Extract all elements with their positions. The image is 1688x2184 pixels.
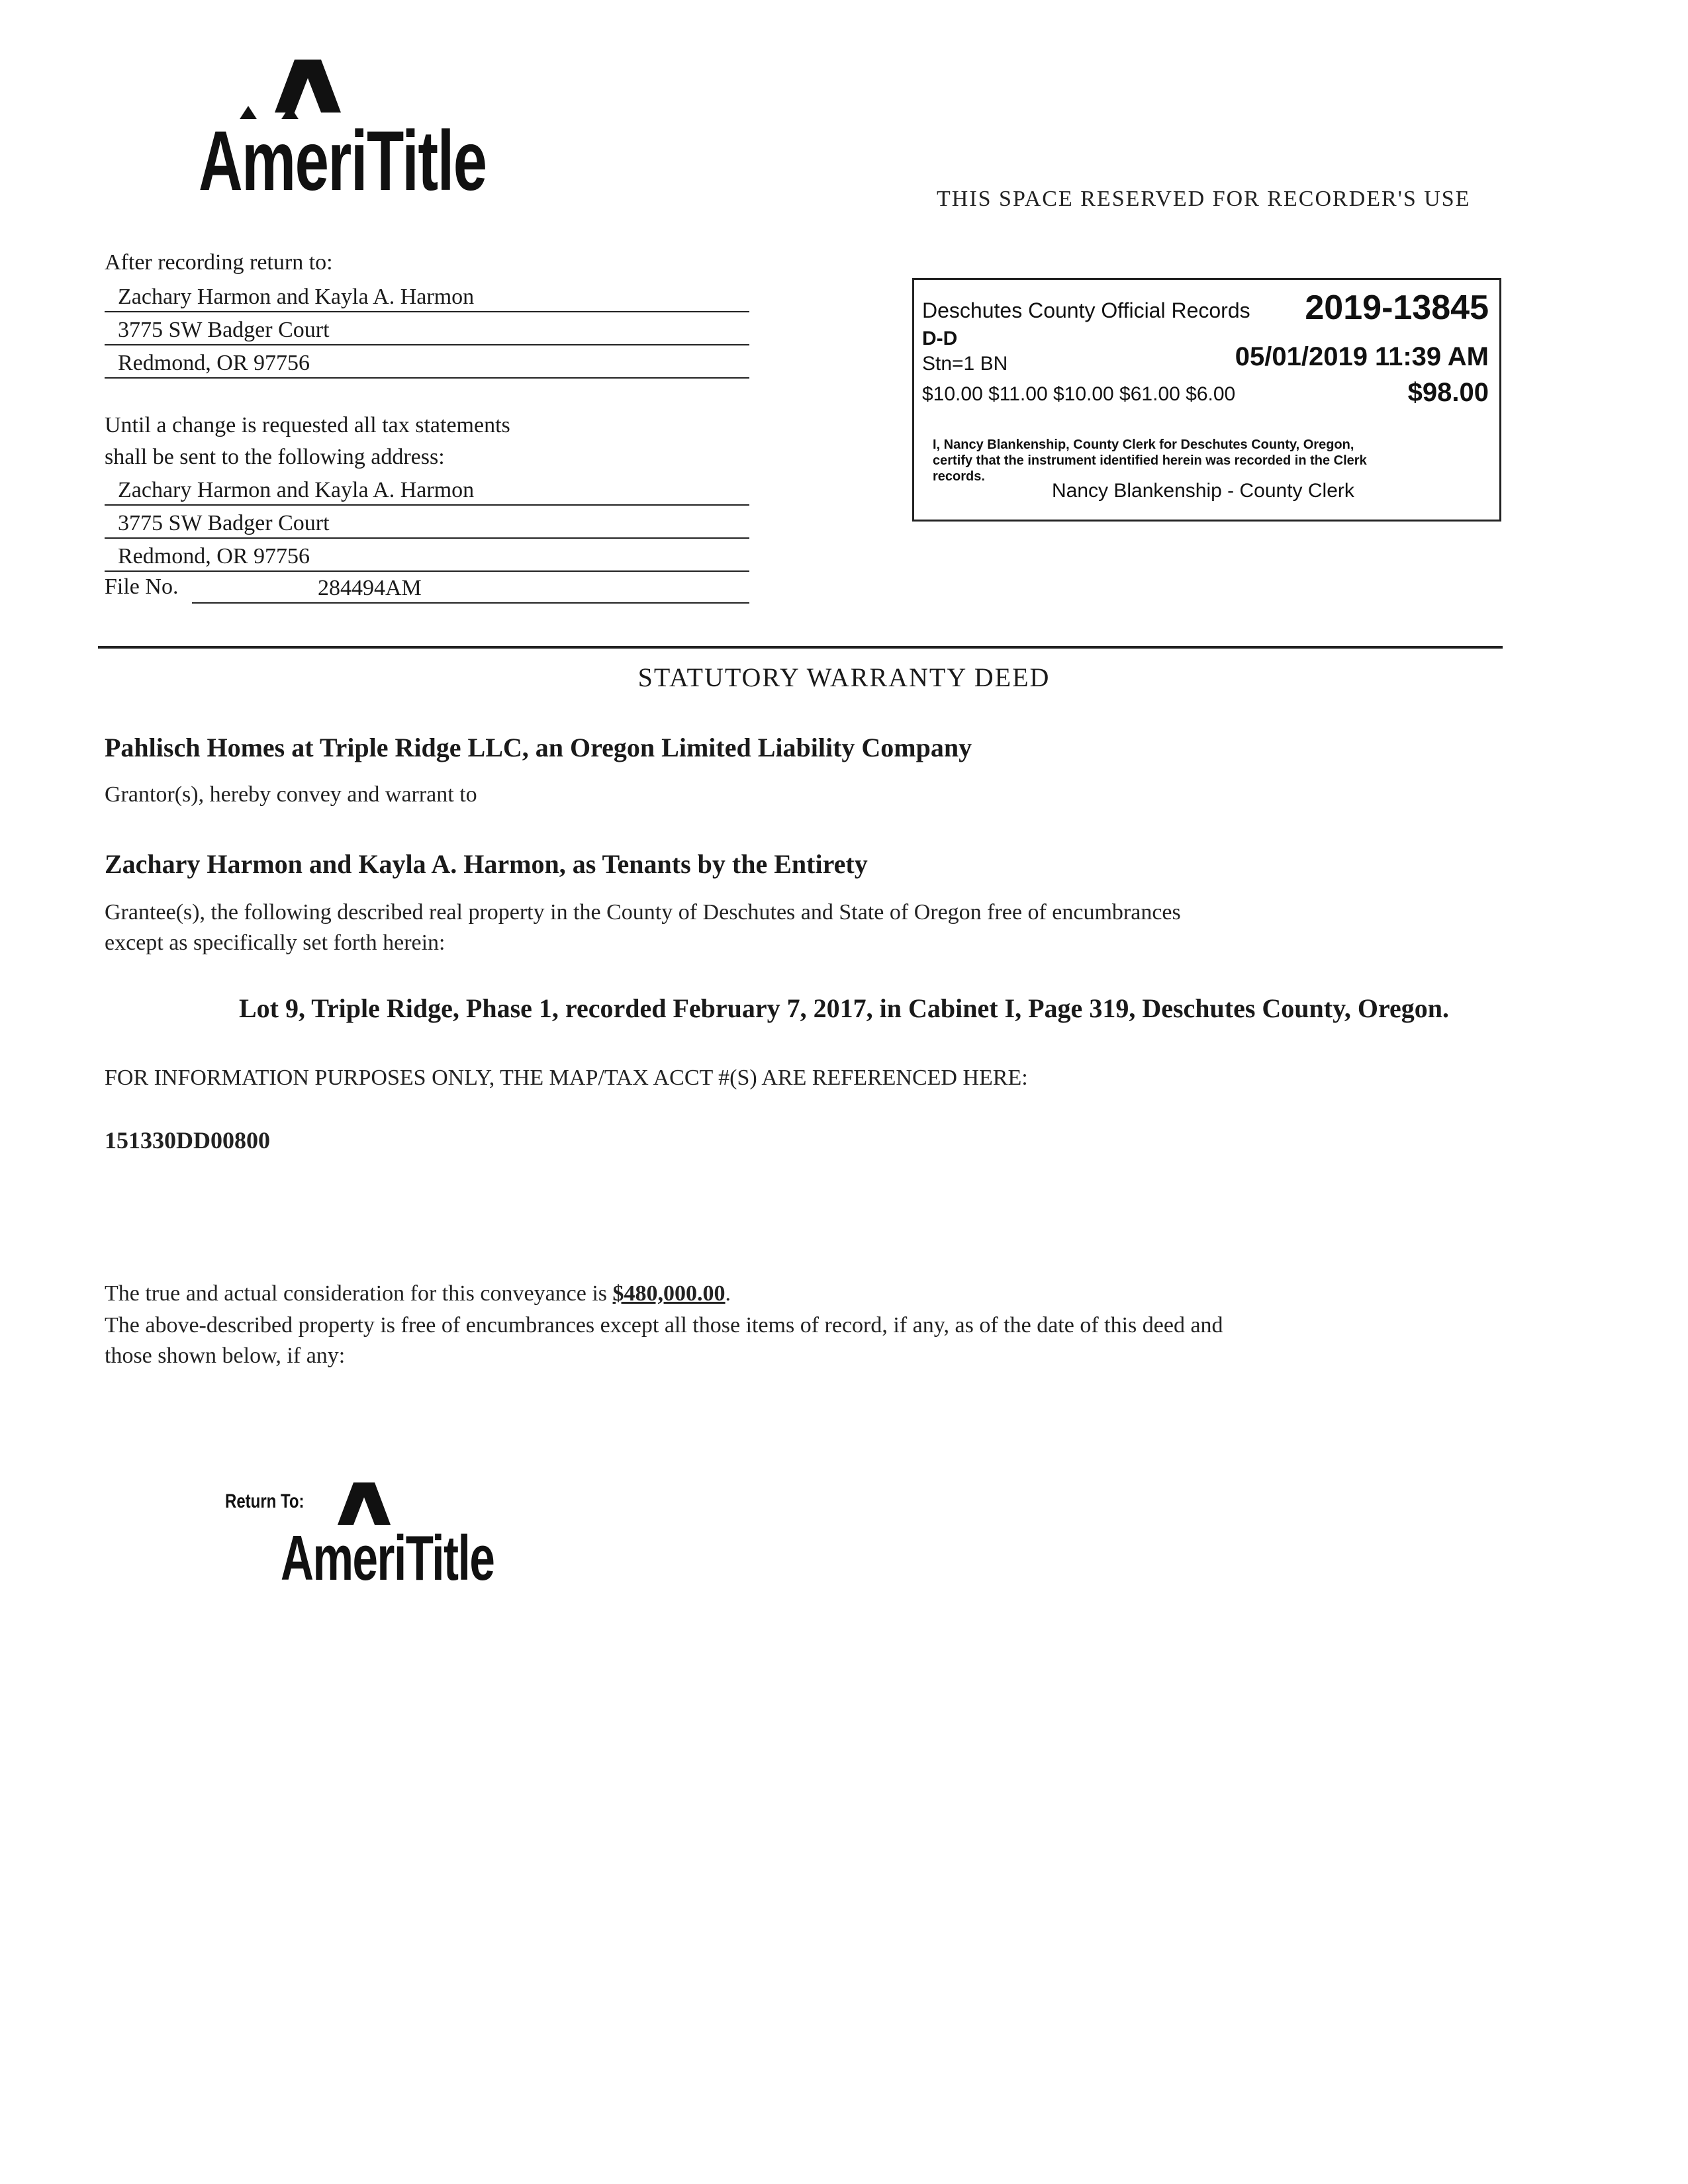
grantor-text: Grantor(s), hereby convey and warrant to	[105, 782, 477, 807]
stamp-datetime: 05/01/2019 11:39 AM	[1235, 342, 1489, 371]
return-street-line: 3775 SW Badger Court	[105, 314, 749, 345]
return-to-label: Return To:	[225, 1490, 305, 1512]
consideration-amount: $480,000.00	[612, 1281, 726, 1306]
tax-city-line: Redmond, OR 97756	[105, 540, 749, 572]
stamp-doc-type: D-D	[922, 328, 958, 349]
return-to-logo	[225, 1482, 503, 1595]
logo-a-mark-icon	[275, 60, 341, 113]
logo-a-mark-icon	[338, 1482, 391, 1525]
stamp-fees: $10.00 $11.00 $10.00 $61.00 $6.00	[922, 383, 1236, 405]
recorder-stamp	[912, 278, 1501, 522]
file-number-label: File No.	[105, 574, 179, 599]
grantee-text-line1: Grantee(s), the following described real property in the County of Deschutes and State of Oregon free of encumbrances	[105, 900, 1181, 925]
ameritle-logo	[199, 60, 503, 208]
encumbrance-line2: those shown below, if any:	[105, 1343, 346, 1368]
stamp-record-number: 2019-13845	[1305, 289, 1489, 327]
grantor-name: Pahlisch Homes at Triple Ridge LLC, an Oregon Limited Liability Company	[105, 733, 972, 762]
stamp-total: $98.00	[1407, 378, 1489, 407]
file-number-line	[192, 573, 749, 604]
consideration-line: The true and actual consideration for this conveyance is $480,000.00.	[105, 1281, 731, 1306]
stamp-cert-line2: certify that the instrument identified herein was recorded in the Clerk	[933, 453, 1367, 468]
grantee-text-line2: except as specifically set forth herein:	[105, 931, 445, 955]
return-label: After recording return to:	[105, 250, 333, 275]
return-to-wordmark: AmeriTitle	[281, 1523, 494, 1594]
grantee-name: Zachary Harmon and Kayla A. Harmon, as Tenants by the Entirety	[105, 849, 868, 879]
tax-label-line1: Until a change is requested all tax statements	[105, 413, 510, 437]
stamp-office: Deschutes County Official Records	[922, 298, 1250, 322]
section-divider	[98, 646, 1503, 649]
tax-account-number: 151330DD00800	[105, 1127, 270, 1154]
return-city-line: Redmond, OR 97756	[105, 347, 749, 379]
legal-description: Lot 9, Triple Ridge, Phase 1, recorded February 7, 2017, in Cabinet I, Page 319, Deschutes County, Oregon.	[238, 993, 1450, 1023]
tax-name-line: Zachary Harmon and Kayla A. Harmon	[105, 474, 749, 506]
info-note: FOR INFORMATION PURPOSES ONLY, THE MAP/TAX ACCT #(S) ARE REFERENCED HERE:	[105, 1066, 1028, 1090]
file-number-value: 284494AM	[318, 576, 422, 600]
stamp-cert-line1: I, Nancy Blankenship, County Clerk for Deschutes County, Oregon,	[933, 437, 1354, 452]
document-title: STATUTORY WARRANTY DEED	[637, 662, 1051, 692]
return-name-line: Zachary Harmon and Kayla A. Harmon	[105, 281, 749, 312]
stamp-station: Stn=1 BN	[922, 353, 1008, 375]
tax-street-line: 3775 SW Badger Court	[105, 507, 749, 539]
stamp-signature: Nancy Blankenship - County Clerk	[1052, 480, 1354, 502]
stamp-cert-line3: records.	[933, 469, 985, 484]
logo-wordmark: AmeriTitle	[199, 114, 487, 208]
tax-label-line2: shall be sent to the following address:	[105, 445, 445, 469]
encumbrance-line1: The above-described property is free of encumbrances except all those items of record, if any, as of the date of this deed and	[105, 1313, 1223, 1338]
recorder-space-header: THIS SPACE RESERVED FOR RECORDER'S USE	[937, 187, 1471, 211]
